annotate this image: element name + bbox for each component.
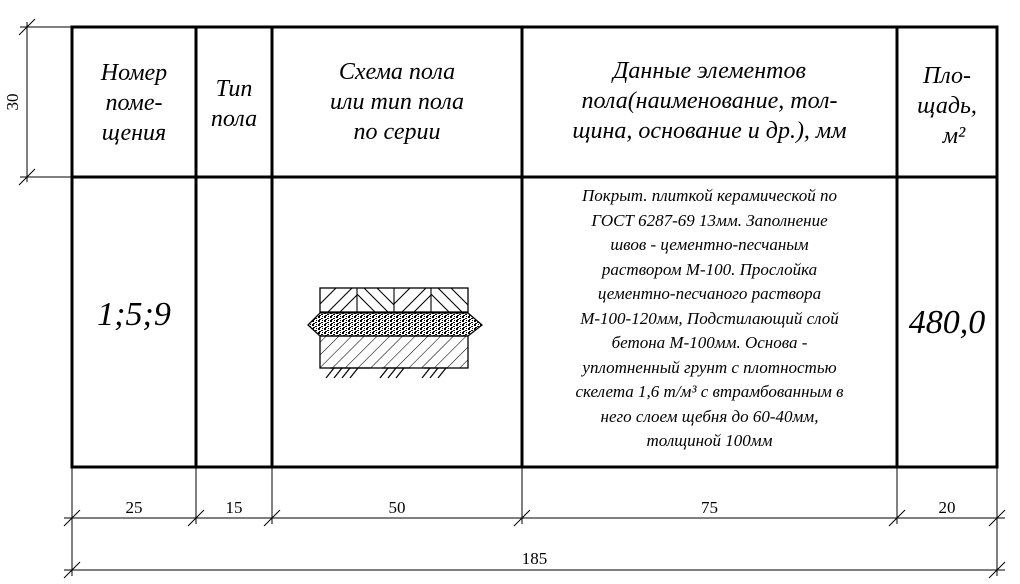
room-number-value: 1;5;9 (97, 296, 171, 333)
header-room-number-line: Номер (100, 60, 168, 86)
header-floor-type (198, 72, 270, 136)
header-room-number-line: щения (101, 120, 167, 146)
area-value: 480,0 (908, 304, 986, 341)
header-area (899, 56, 995, 156)
floor-description-line: толщиной 100мм (646, 431, 773, 450)
total-width-dimension: 185 (521, 549, 548, 568)
floor-description-line: него слоем щебня до 60-40мм, (600, 406, 819, 426)
header-area-line: щадь, (917, 93, 977, 119)
floor-description (524, 184, 895, 454)
floor-description-line: М-100-120мм, Подстилающий слой (580, 308, 839, 328)
header-room-number-line: поме- (105, 90, 163, 116)
floor-description-line: скелета 1,6 т/м³ с втрамбованным в (575, 382, 844, 401)
header-area-line: м² (942, 123, 966, 149)
floor-description-line: раствором М-100. Прослойка (601, 259, 818, 279)
floor-description-line: швов - цементно-песчаным (610, 235, 809, 254)
header-floor-scheme (274, 55, 520, 149)
header-floor-scheme-line: по серии (353, 119, 441, 145)
floor-description-line: ГОСТ 6287-69 13мм. Заполнение (591, 210, 828, 230)
header-element-data-line: пола(наименование, тол- (581, 88, 838, 114)
header-element-data-line: щина, основание и др.), мм (572, 118, 847, 144)
header-floor-scheme-line: Схема пола (338, 59, 456, 85)
floor-type-value (198, 290, 270, 340)
height-dimension-line (19, 19, 72, 185)
header-room-number (74, 55, 194, 151)
floor-description-line: цементно-песчаного раствора (597, 284, 822, 303)
header-height-dimension: 30 (3, 93, 22, 111)
column-width-dimension: 20 (938, 498, 956, 517)
header-area-line: Пло- (922, 63, 972, 89)
floor-description-line: Покрыт. плиткой керамической по (582, 186, 837, 205)
column-width-dimension: 15 (225, 498, 243, 517)
header-floor-scheme-line: или тип пола (330, 89, 464, 115)
header-element-data (524, 53, 895, 149)
column-width-dimension: 75 (701, 498, 718, 517)
floor-section-scheme (308, 288, 482, 378)
header-floor-type-line: пола (210, 106, 258, 132)
column-width-dimension: 50 (388, 498, 406, 517)
floor-description-line: бетона М-100мм. Основа - (611, 333, 808, 352)
floor-description-line: уплотненный грунт с плотностью (582, 357, 837, 377)
column-width-dimension: 25 (125, 498, 143, 517)
header-floor-type-line: Тип (215, 76, 253, 102)
header-element-data-line: Данные элементов (613, 58, 806, 84)
